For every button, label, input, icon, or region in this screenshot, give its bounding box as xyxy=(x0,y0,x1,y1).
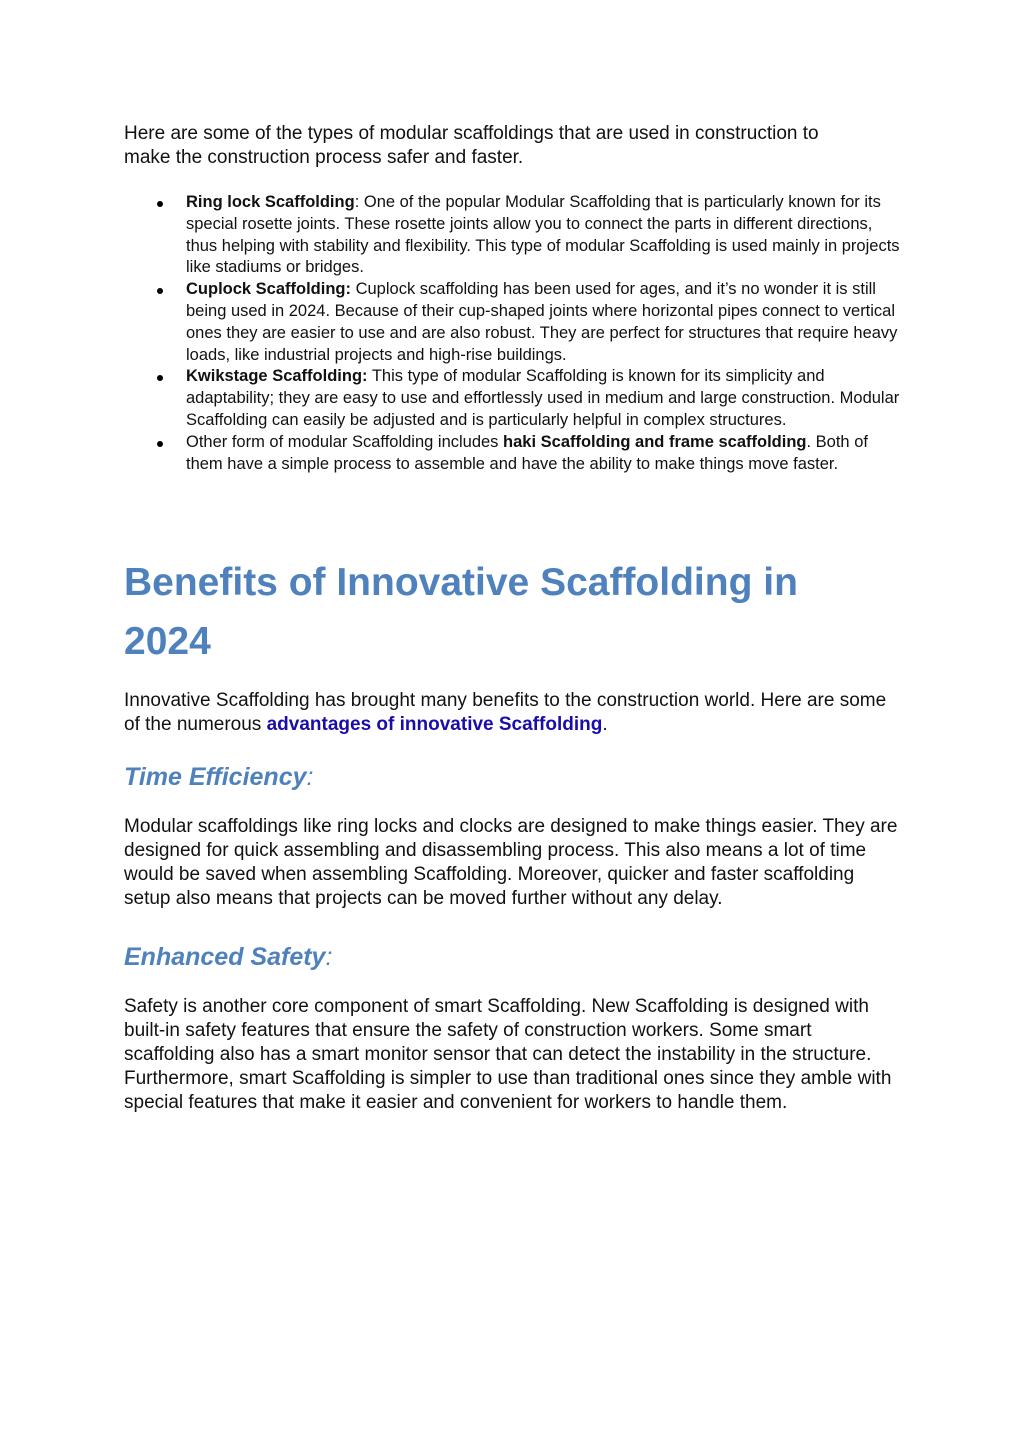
enhanced-safety-body: Safety is another core component of smart Scaffolding. New Scaffolding is designed with built-in safety features that ensure the safety of construction workers. Some smart scaffolding also has a smart monitor sensor that can detect the instability in the structure. Furthermore, smart Scaffolding is simpler to use than traditional ones since they amble with special features that make it easier and convenient for workers to handle them. xyxy=(124,996,892,1114)
bullet-icon xyxy=(157,375,163,381)
benefits-intro-text: Innovative Scaffolding has brought many benefits to the construction world. Here are some of the numerous xyxy=(124,690,887,736)
bullet-icon xyxy=(157,201,163,207)
advantages-link[interactable]: advantages of innovative Scaffolding xyxy=(266,714,603,736)
enhanced-safety-title: Enhanced Safety xyxy=(124,943,326,972)
list-item-kwikstage xyxy=(124,366,904,431)
enhanced-safety-colon: : xyxy=(325,943,333,972)
ringlock-text: : One of the popular Modular Scaffolding that is particularly known for its special rosette joints. These rosette joints allow you to connect the parts in different directions, thus helping with stability and flexibility. This type of modular Scaffolding is used mainly in projects like stadiums or bridges. xyxy=(186,193,900,277)
scaffolding-types-list xyxy=(124,192,904,475)
list-item-ringlock xyxy=(124,192,904,279)
time-efficiency-colon: : xyxy=(306,763,314,792)
enhanced-safety-heading xyxy=(124,941,904,973)
cuplock-title: Cuplock Scaffolding: xyxy=(186,280,351,299)
intro-paragraph xyxy=(124,122,904,170)
bullet-icon xyxy=(157,441,163,447)
benefits-heading-line-1: Benefits of Innovative Scaffolding in xyxy=(124,561,798,605)
ringlock-title: Ring lock Scaffolding xyxy=(186,193,355,211)
time-efficiency-title: Time Efficiency xyxy=(124,763,307,792)
benefits-heading-line-2: 2024 xyxy=(124,620,211,664)
benefits-intro xyxy=(124,689,904,737)
list-item-other xyxy=(124,432,904,476)
document-page xyxy=(124,122,904,1115)
bullet-icon xyxy=(157,288,163,294)
intro-line-2: make the construction process safer and faster. xyxy=(124,147,524,168)
time-efficiency-heading xyxy=(124,761,904,793)
kwikstage-text: This type of modular Scaffolding is known for its simplicity and adaptability; they are easy to use and effortlessly used in medium and large construction. Modular Scaffolding can easily be adjusted and is particularly helpful in complex structures. xyxy=(186,367,900,429)
other-prefix: Other form of modular Scaffolding includes xyxy=(186,432,504,451)
cuplock-text: Cuplock scaffolding has been used for ages, and it’s no wonder it is still being used in 2024. Because of their cup-shaped joints where horizontal pipes connect to vertical ones they are easier to use and are also robust. They are perfect for structures that require heavy loads, like industrial projects and high-rise buildings. xyxy=(186,280,898,364)
intro-line-1: Here are some of the types of modular scaffoldings that are used in construction to xyxy=(124,123,819,144)
benefits-heading xyxy=(124,553,904,671)
time-efficiency-body: Modular scaffoldings like ring locks and clocks are designed to make things easier. They are designed for quick assembling and disassembling process. This also means a lot of time would be saved when assembling Scaffolding. Moreover, quicker and faster scaffolding setup also means that projects can be moved further without any delay. xyxy=(124,816,898,910)
kwikstage-title: Kwikstage Scaffolding: xyxy=(186,367,368,386)
other-text: . Both of them have a simple process to assemble and have the ability to make things move faster. xyxy=(186,432,868,473)
other-title: haki Scaffolding and frame scaffolding xyxy=(503,432,807,451)
list-item-cuplock xyxy=(124,279,904,366)
benefits-intro-end: . xyxy=(602,714,608,736)
